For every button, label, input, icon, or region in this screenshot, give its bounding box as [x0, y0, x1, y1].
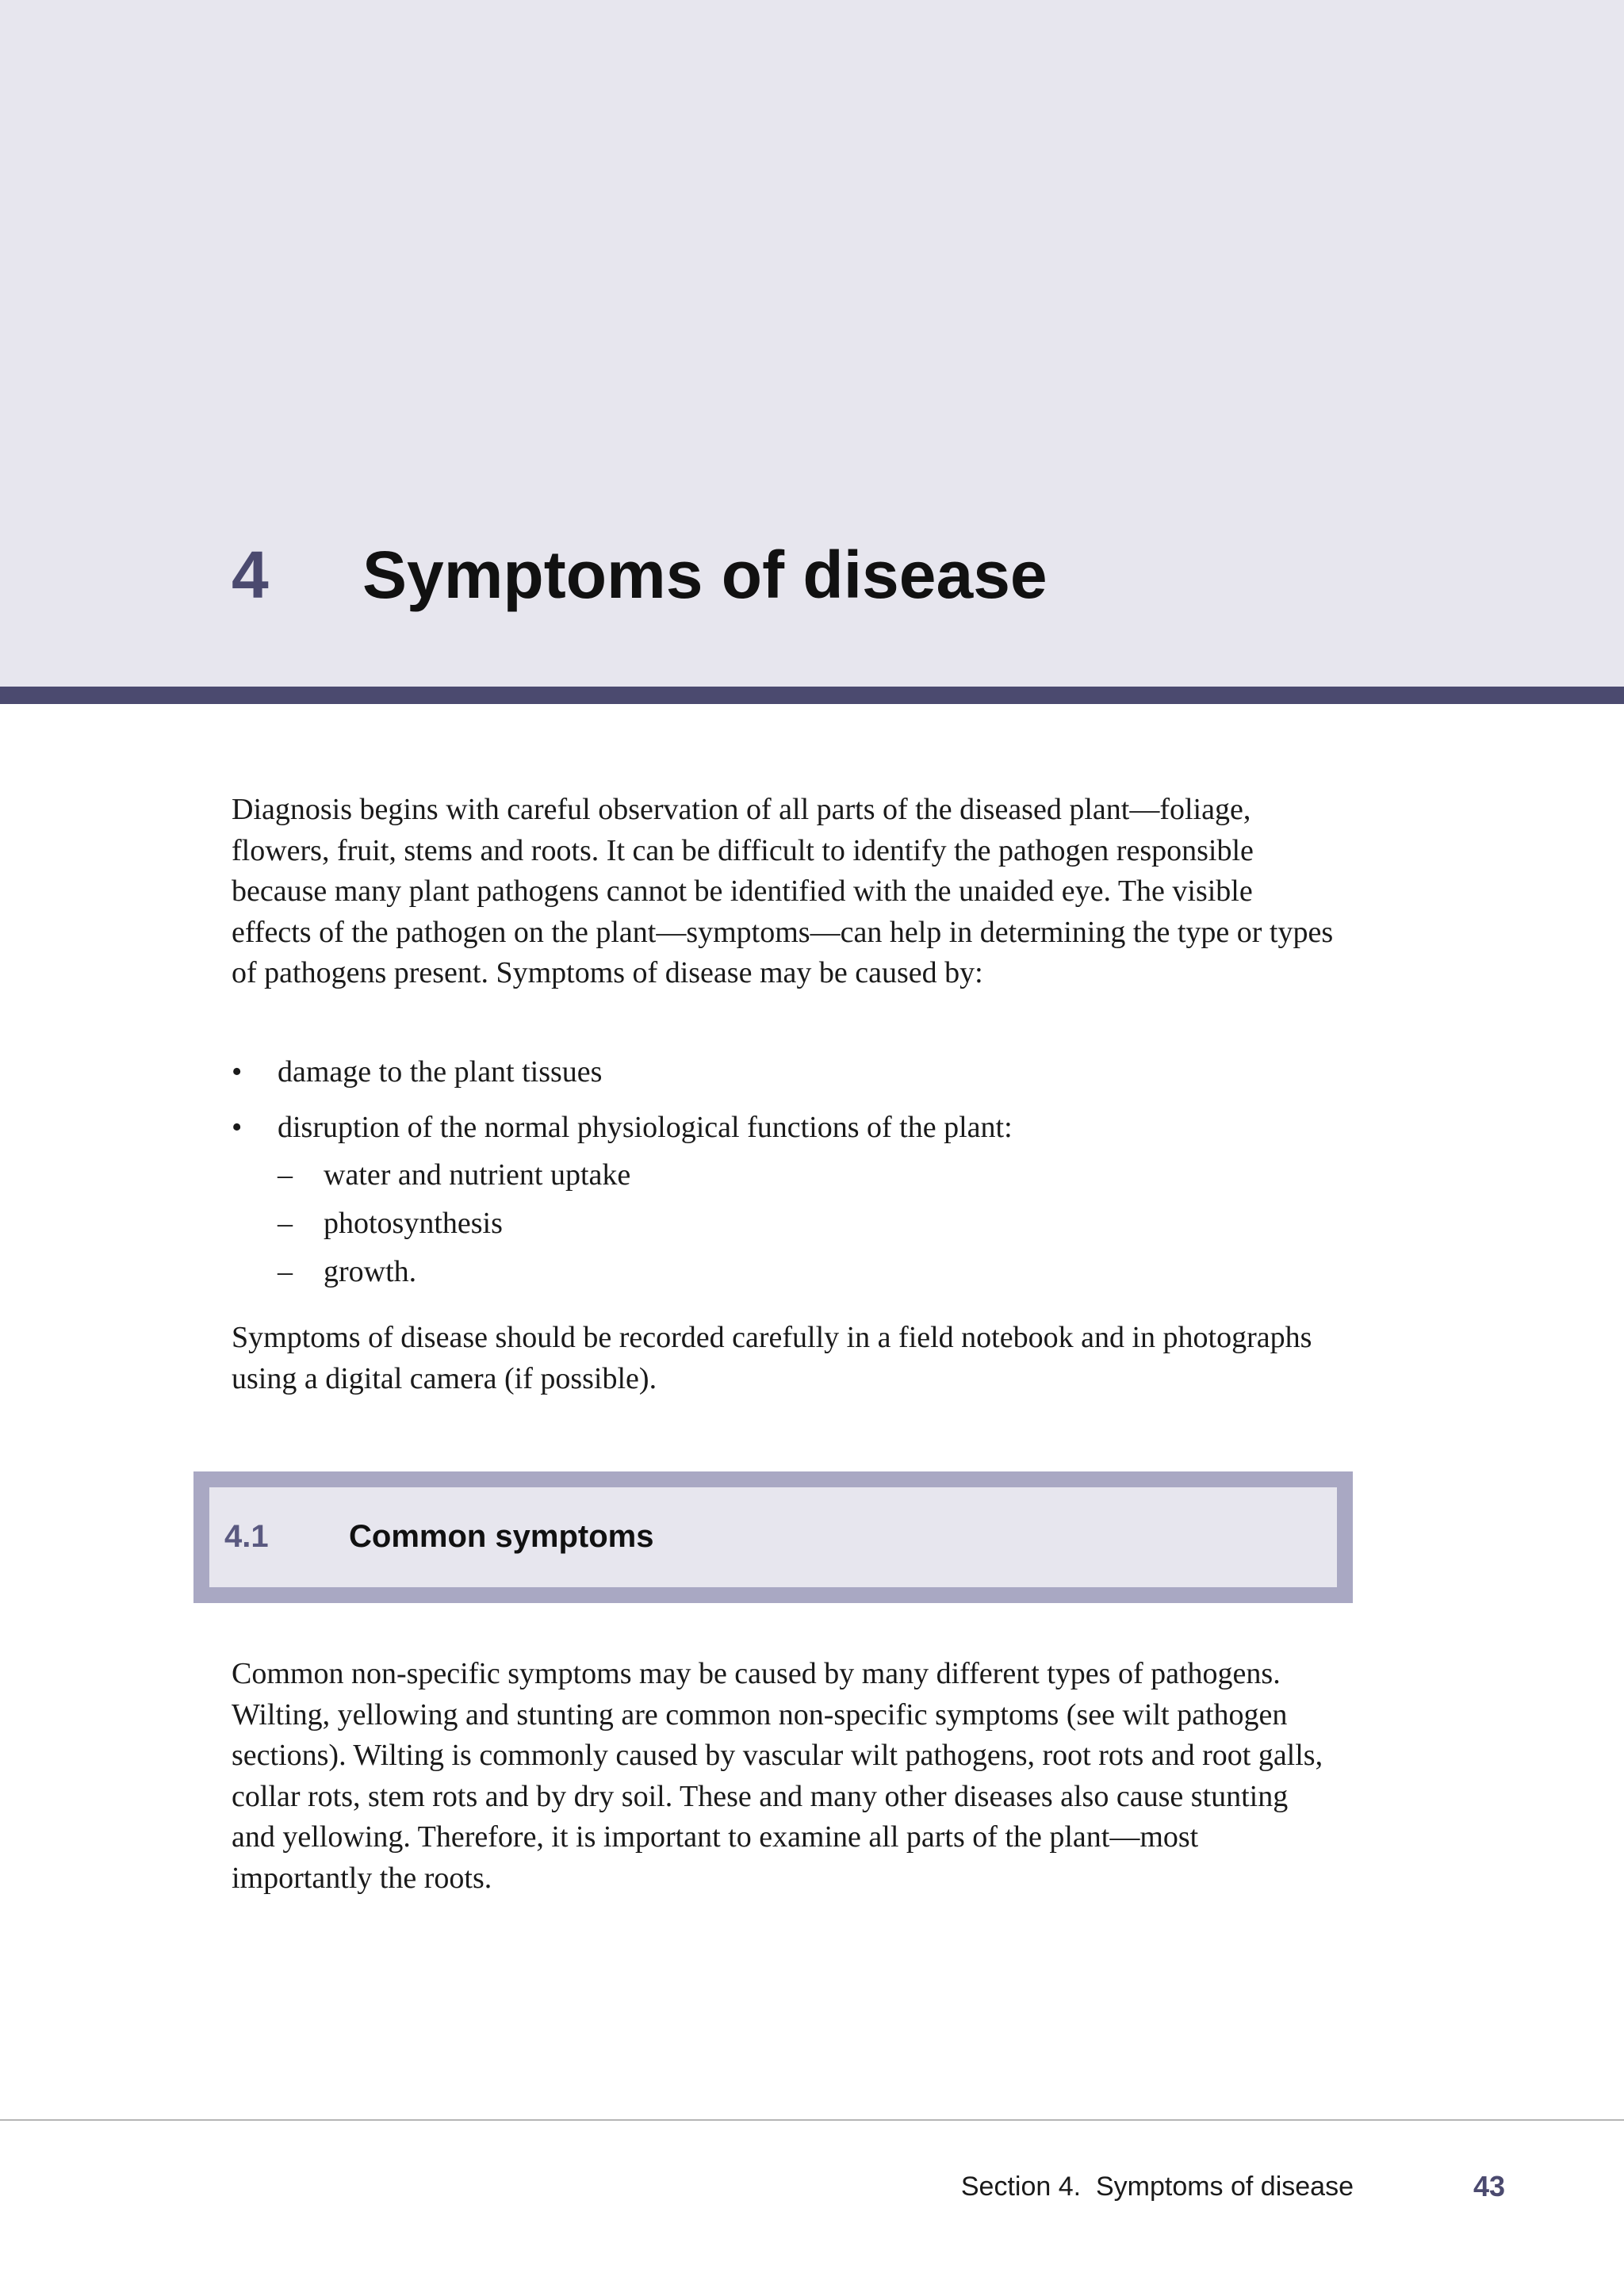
bullet-icon: •	[232, 1111, 243, 1144]
bullet-icon: •	[232, 1055, 243, 1089]
sub-list-item-text: water and nutrient uptake	[324, 1158, 631, 1192]
sub-list-item	[278, 1203, 1342, 1244]
sub-list-item-text: photosynthesis	[324, 1207, 503, 1240]
intro-paragraph: Diagnosis begins with careful observation of all parts of the diseased plant—foliage, flowers, fruit, stems and roots. It can be difficult to identify the pathogen responsible because many plant pathogens cannot be identified with the unaided eye. The visible effects of the pathogen on the plant—symptoms—can help in determining the type or types of pathogens present. Symptoms of disease may be caused by:	[232, 793, 1334, 989]
section-number: 4.1	[224, 1519, 269, 1554]
list-item	[232, 1107, 1342, 1292]
sub-list-item-text: growth.	[324, 1255, 417, 1288]
dash-icon: –	[278, 1207, 293, 1240]
symptom-causes-list	[232, 1051, 1342, 1292]
sub-list-item	[278, 1251, 1342, 1292]
section-paragraph: Common non-specific symptoms may be caused by many different types of pathogens. Wilting, yellowing and stunting are common non-specific symptoms (see wilt pathogen sections). Wilting is commonly caused by vascular wilt pathogens, root rots and root galls, collar rots, stem rots and by dry soil. These and many other diseases also cause stunting and yellowing. Therefore, it is important to examine all parts of the plant—most importantly the roots.	[232, 1657, 1323, 1895]
closing-paragraph: Symptoms of disease should be recorded carefully in a field notebook and in photographs using a digital camera (if possible).	[232, 1321, 1312, 1395]
chapter-title: Symptoms of disease	[362, 538, 1048, 612]
list-item-text: disruption of the normal physiological functions of the plant:	[278, 1111, 1013, 1144]
chapter-number: 4	[232, 538, 269, 612]
sub-list-item	[278, 1154, 1342, 1196]
list-item-text: damage to the plant tissues	[278, 1055, 603, 1089]
dash-icon: –	[278, 1255, 293, 1288]
running-head: Section 4. Symptoms of disease	[960, 2172, 1354, 2202]
physiological-functions-sublist	[278, 1154, 1342, 1292]
dash-icon: –	[278, 1158, 293, 1192]
page-number: 43	[1473, 2170, 1505, 2202]
chapter-header-rule	[0, 687, 1624, 704]
list-item	[232, 1051, 1342, 1093]
section-title: Common symptoms	[349, 1519, 654, 1554]
footer-rule	[0, 2119, 1624, 2121]
